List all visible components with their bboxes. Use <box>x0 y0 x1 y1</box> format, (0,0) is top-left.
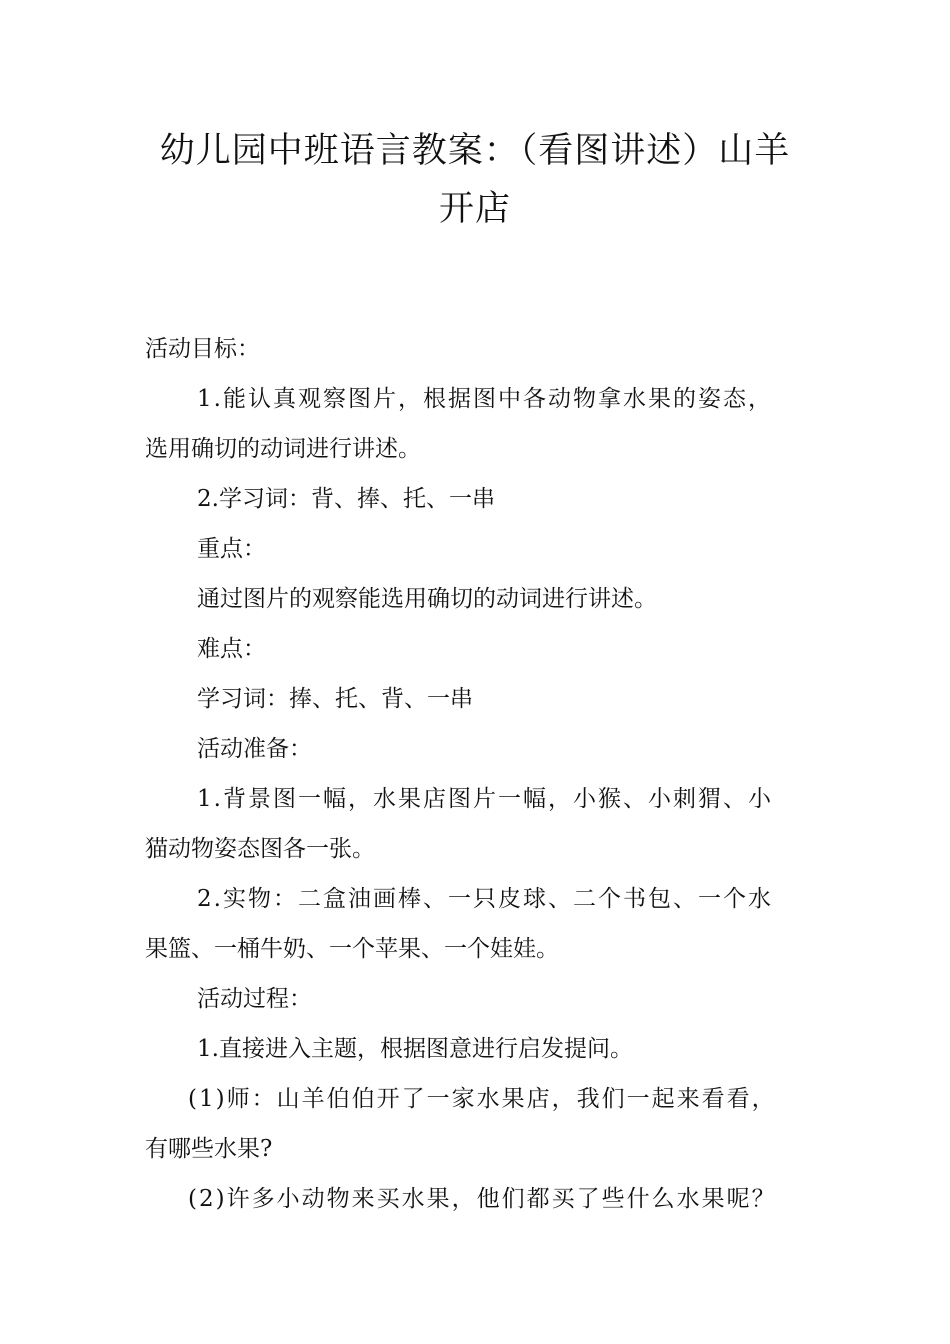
difficulty-heading: 难点： <box>197 636 266 662</box>
goal-2: 2.学习词：背、捧、托、一串 <box>197 486 495 512</box>
title-line-2: 开店 <box>438 189 511 229</box>
question-1-line-2: 有哪些水果? <box>145 1136 273 1162</box>
goals-heading: 活动目标： <box>145 336 260 362</box>
question-2: (2)许多小动物来买水果，他们都买了些什么水果呢？ <box>188 1186 777 1212</box>
process-heading: 活动过程： <box>197 986 312 1012</box>
goal-1-line-2: 选用确切的动词进行讲述。 <box>145 436 421 462</box>
preparation-heading: 活动准备： <box>197 736 312 762</box>
question-1-line-1: (1)师：山羊伯伯开了一家水果店，我们一起来看看， <box>188 1086 777 1112</box>
preparation-1-line-1: 1.背景图一幅，水果店图片一幅，小猴、小刺猬、小 <box>197 786 773 812</box>
key-point-text: 通过图片的观察能选用确切的动词进行讲述。 <box>197 586 657 612</box>
difficulty-text: 学习词：捧、托、背、一串 <box>197 686 473 712</box>
document-title <box>140 122 810 238</box>
key-point-heading: 重点： <box>197 536 266 562</box>
preparation-2-line-1: 2.实物：二盒油画棒、一只皮球、二个书包、一个水 <box>197 886 773 912</box>
preparation-1-line-2: 猫动物姿态图各一张。 <box>145 836 375 862</box>
process-step-1: 1.直接进入主题，根据图意进行启发提问。 <box>197 1036 633 1062</box>
goal-1-line-1: 1.能认真观察图片，根据图中各动物拿水果的姿态， <box>197 386 773 412</box>
preparation-2-line-2: 果篮、一桶牛奶、一个苹果、一个娃娃。 <box>145 936 559 962</box>
title-line-1: 幼儿园中班语言教案：（看图讲述）山羊 <box>159 131 791 171</box>
